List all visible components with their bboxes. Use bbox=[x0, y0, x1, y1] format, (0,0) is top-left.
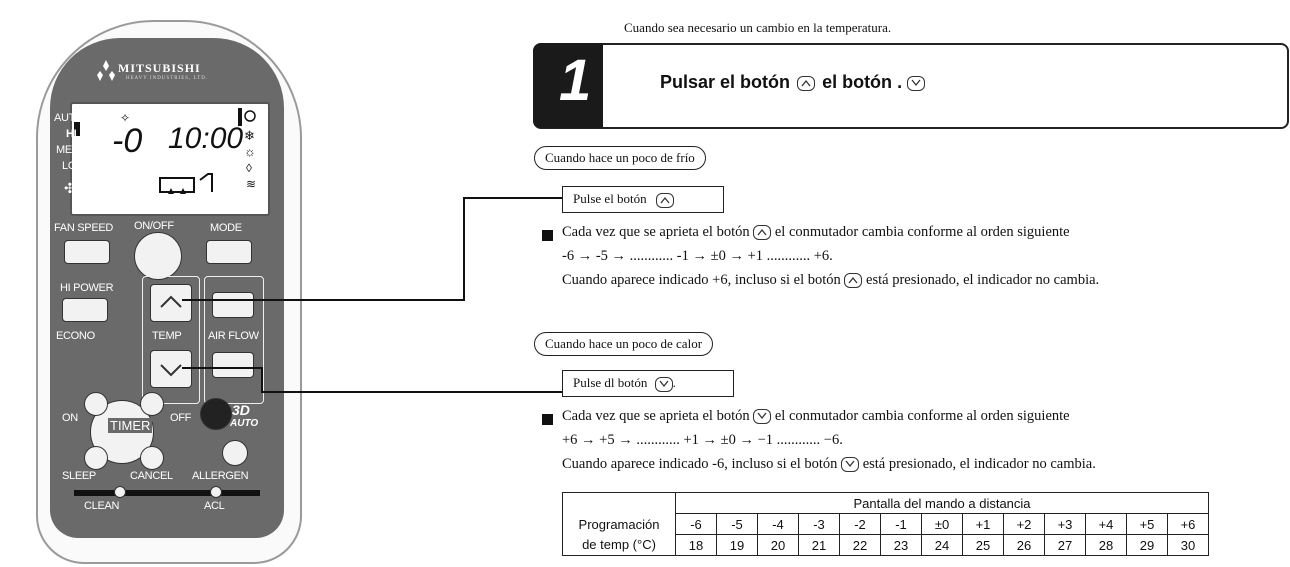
cold-sequence: -6 → -5 → ............ -1 → ±0 → +1 ............ +6. bbox=[562, 248, 833, 264]
hot-instruction-end: . bbox=[672, 375, 676, 390]
up-button-icon bbox=[797, 76, 815, 91]
table-cell: +2 bbox=[1004, 514, 1045, 535]
cancel-label: CANCEL bbox=[130, 470, 173, 482]
table-cell: -5 bbox=[717, 514, 758, 535]
table-cell: +3 bbox=[1045, 514, 1086, 535]
down-button-icon bbox=[907, 76, 925, 91]
svg-text:≋: ≋ bbox=[246, 177, 257, 191]
row-label-1: Programación bbox=[563, 514, 676, 535]
table-cell: +4 bbox=[1086, 514, 1127, 535]
svg-text:✧: ✧ bbox=[120, 111, 131, 125]
acl-label: ACL bbox=[204, 500, 225, 512]
cold-heading: Cuando hace un poco de frío bbox=[534, 146, 706, 170]
up-button-icon bbox=[844, 273, 862, 288]
cold-line-3-b: está presionado, el indicador no cambia. bbox=[866, 272, 1100, 288]
cold-line-3 bbox=[562, 272, 1099, 289]
table-cell: -1 bbox=[881, 514, 922, 535]
step-text-b: el botón bbox=[822, 72, 893, 92]
hot-instruction-text: Pulse dl botón bbox=[573, 375, 648, 390]
fan-icon: ✣ bbox=[64, 180, 76, 196]
table-cell: 21 bbox=[799, 535, 840, 556]
temp-label: TEMP bbox=[152, 330, 182, 342]
table-cell: +5 bbox=[1127, 514, 1168, 535]
sleep-label: SLEEP bbox=[62, 470, 96, 482]
table-cell: -4 bbox=[758, 514, 799, 535]
lcd-mode-lo: LO bbox=[62, 160, 77, 172]
row-label-2: de temp (°C) bbox=[563, 535, 676, 556]
fan-speed-label: FAN SPEED bbox=[54, 222, 114, 234]
hot-instruction bbox=[562, 370, 734, 397]
table-cell: +6 bbox=[1168, 514, 1209, 535]
lcd-clock: 10:00 bbox=[168, 122, 244, 155]
table-cell: -3 bbox=[799, 514, 840, 535]
on-off-label: ON/OFF bbox=[134, 220, 174, 232]
step-number-block bbox=[533, 43, 603, 128]
down-button-icon bbox=[841, 457, 859, 472]
cold-line-1 bbox=[562, 224, 1070, 241]
table-cell: ±0 bbox=[922, 514, 963, 535]
table-cell: 22 bbox=[840, 535, 881, 556]
svg-text:❄: ❄ bbox=[244, 128, 255, 143]
hot-line-3 bbox=[562, 456, 1096, 473]
brand-logo-text: MITSUBISHI bbox=[118, 61, 201, 75]
svg-text:☼: ☼ bbox=[244, 144, 256, 159]
table-cell: 23 bbox=[881, 535, 922, 556]
hi-power-label: HI POWER bbox=[60, 282, 114, 294]
brand-subtext: HEAVY INDUSTRIES, LTD. bbox=[126, 76, 209, 81]
table-cell: 27 bbox=[1045, 535, 1086, 556]
step-text-a: Pulsar el botón bbox=[660, 72, 791, 92]
temperature-table bbox=[562, 492, 1209, 556]
table-cell: 20 bbox=[758, 535, 799, 556]
table-corner bbox=[563, 493, 676, 514]
table-row-display bbox=[563, 514, 1209, 535]
step-number: 1 bbox=[559, 48, 592, 113]
table-row-temps bbox=[563, 535, 1209, 556]
air-flow-label: AIR FLOW bbox=[208, 330, 259, 342]
timer-label: TIMER bbox=[110, 418, 151, 433]
step-instruction bbox=[660, 72, 925, 93]
table-cell: +1 bbox=[963, 514, 1004, 535]
table-cell: 25 bbox=[963, 535, 1004, 556]
cold-instruction-text: Pulse el botón bbox=[573, 191, 647, 206]
hot-line-1-a: Cada vez que se aprieta el botón bbox=[562, 408, 750, 424]
step-text-c: . bbox=[897, 72, 903, 92]
allergen-label: ALLERGEN bbox=[192, 470, 249, 482]
cold-line-1-a: Cada vez que se aprieta el botón bbox=[562, 224, 750, 240]
cold-instruction bbox=[562, 186, 724, 213]
table-cell: -6 bbox=[676, 514, 717, 535]
caption-text: Cuando sea necesario un cambio en la temperatura. bbox=[624, 20, 892, 35]
table-cell: -2 bbox=[840, 514, 881, 535]
hot-line-3-b: está presionado, el indicador no cambia. bbox=[862, 456, 1096, 472]
bullet-icon bbox=[542, 230, 553, 241]
lcd-mode-auto: AUTO bbox=[54, 112, 84, 124]
lcd-mode-hi: HI bbox=[66, 128, 77, 140]
down-button-icon bbox=[753, 409, 771, 424]
hot-line-1 bbox=[562, 408, 1070, 425]
svg-text:-0: -0 bbox=[112, 122, 143, 160]
table-cell: 18 bbox=[676, 535, 717, 556]
timer-on-label: ON bbox=[62, 412, 78, 424]
hot-heading: Cuando hace un poco de calor bbox=[534, 332, 713, 356]
table-cell: 30 bbox=[1168, 535, 1209, 556]
clean-label: CLEAN bbox=[84, 500, 120, 512]
svg-text:◊: ◊ bbox=[246, 161, 252, 175]
table-cell: 19 bbox=[717, 535, 758, 556]
down-button-icon bbox=[655, 377, 673, 392]
lcd-mode-med: MED bbox=[56, 144, 80, 156]
up-button-icon bbox=[753, 225, 771, 240]
table-cell: 29 bbox=[1127, 535, 1168, 556]
table-header: Pantalla del mando a distancia bbox=[676, 493, 1209, 514]
hot-line-1-b: el conmutador cambia conforme al orden siguiente bbox=[774, 408, 1070, 424]
hot-sequence: +6 → +5 → ............ +1 → ±0 → −1 ............ −6. bbox=[562, 432, 843, 448]
table-cell: 28 bbox=[1086, 535, 1127, 556]
3d-auto-label: AUTO bbox=[230, 418, 259, 429]
cold-line-3-a: Cuando aparece indicado +6, incluso si el botón bbox=[562, 272, 841, 288]
hot-line-3-a: Cuando aparece indicado -6, incluso si el botón bbox=[562, 456, 838, 472]
mode-label: MODE bbox=[210, 222, 242, 234]
table-cell: 26 bbox=[1004, 535, 1045, 556]
up-button-icon bbox=[656, 193, 674, 208]
cold-line-1-b: el conmutador cambia conforme al orden siguiente bbox=[774, 224, 1070, 240]
table-cell: 24 bbox=[922, 535, 963, 556]
3d-label: 3D bbox=[232, 402, 250, 418]
bullet-icon bbox=[542, 414, 553, 425]
timer-off-label: OFF bbox=[170, 412, 192, 424]
econo-label: ECONO bbox=[56, 330, 95, 342]
